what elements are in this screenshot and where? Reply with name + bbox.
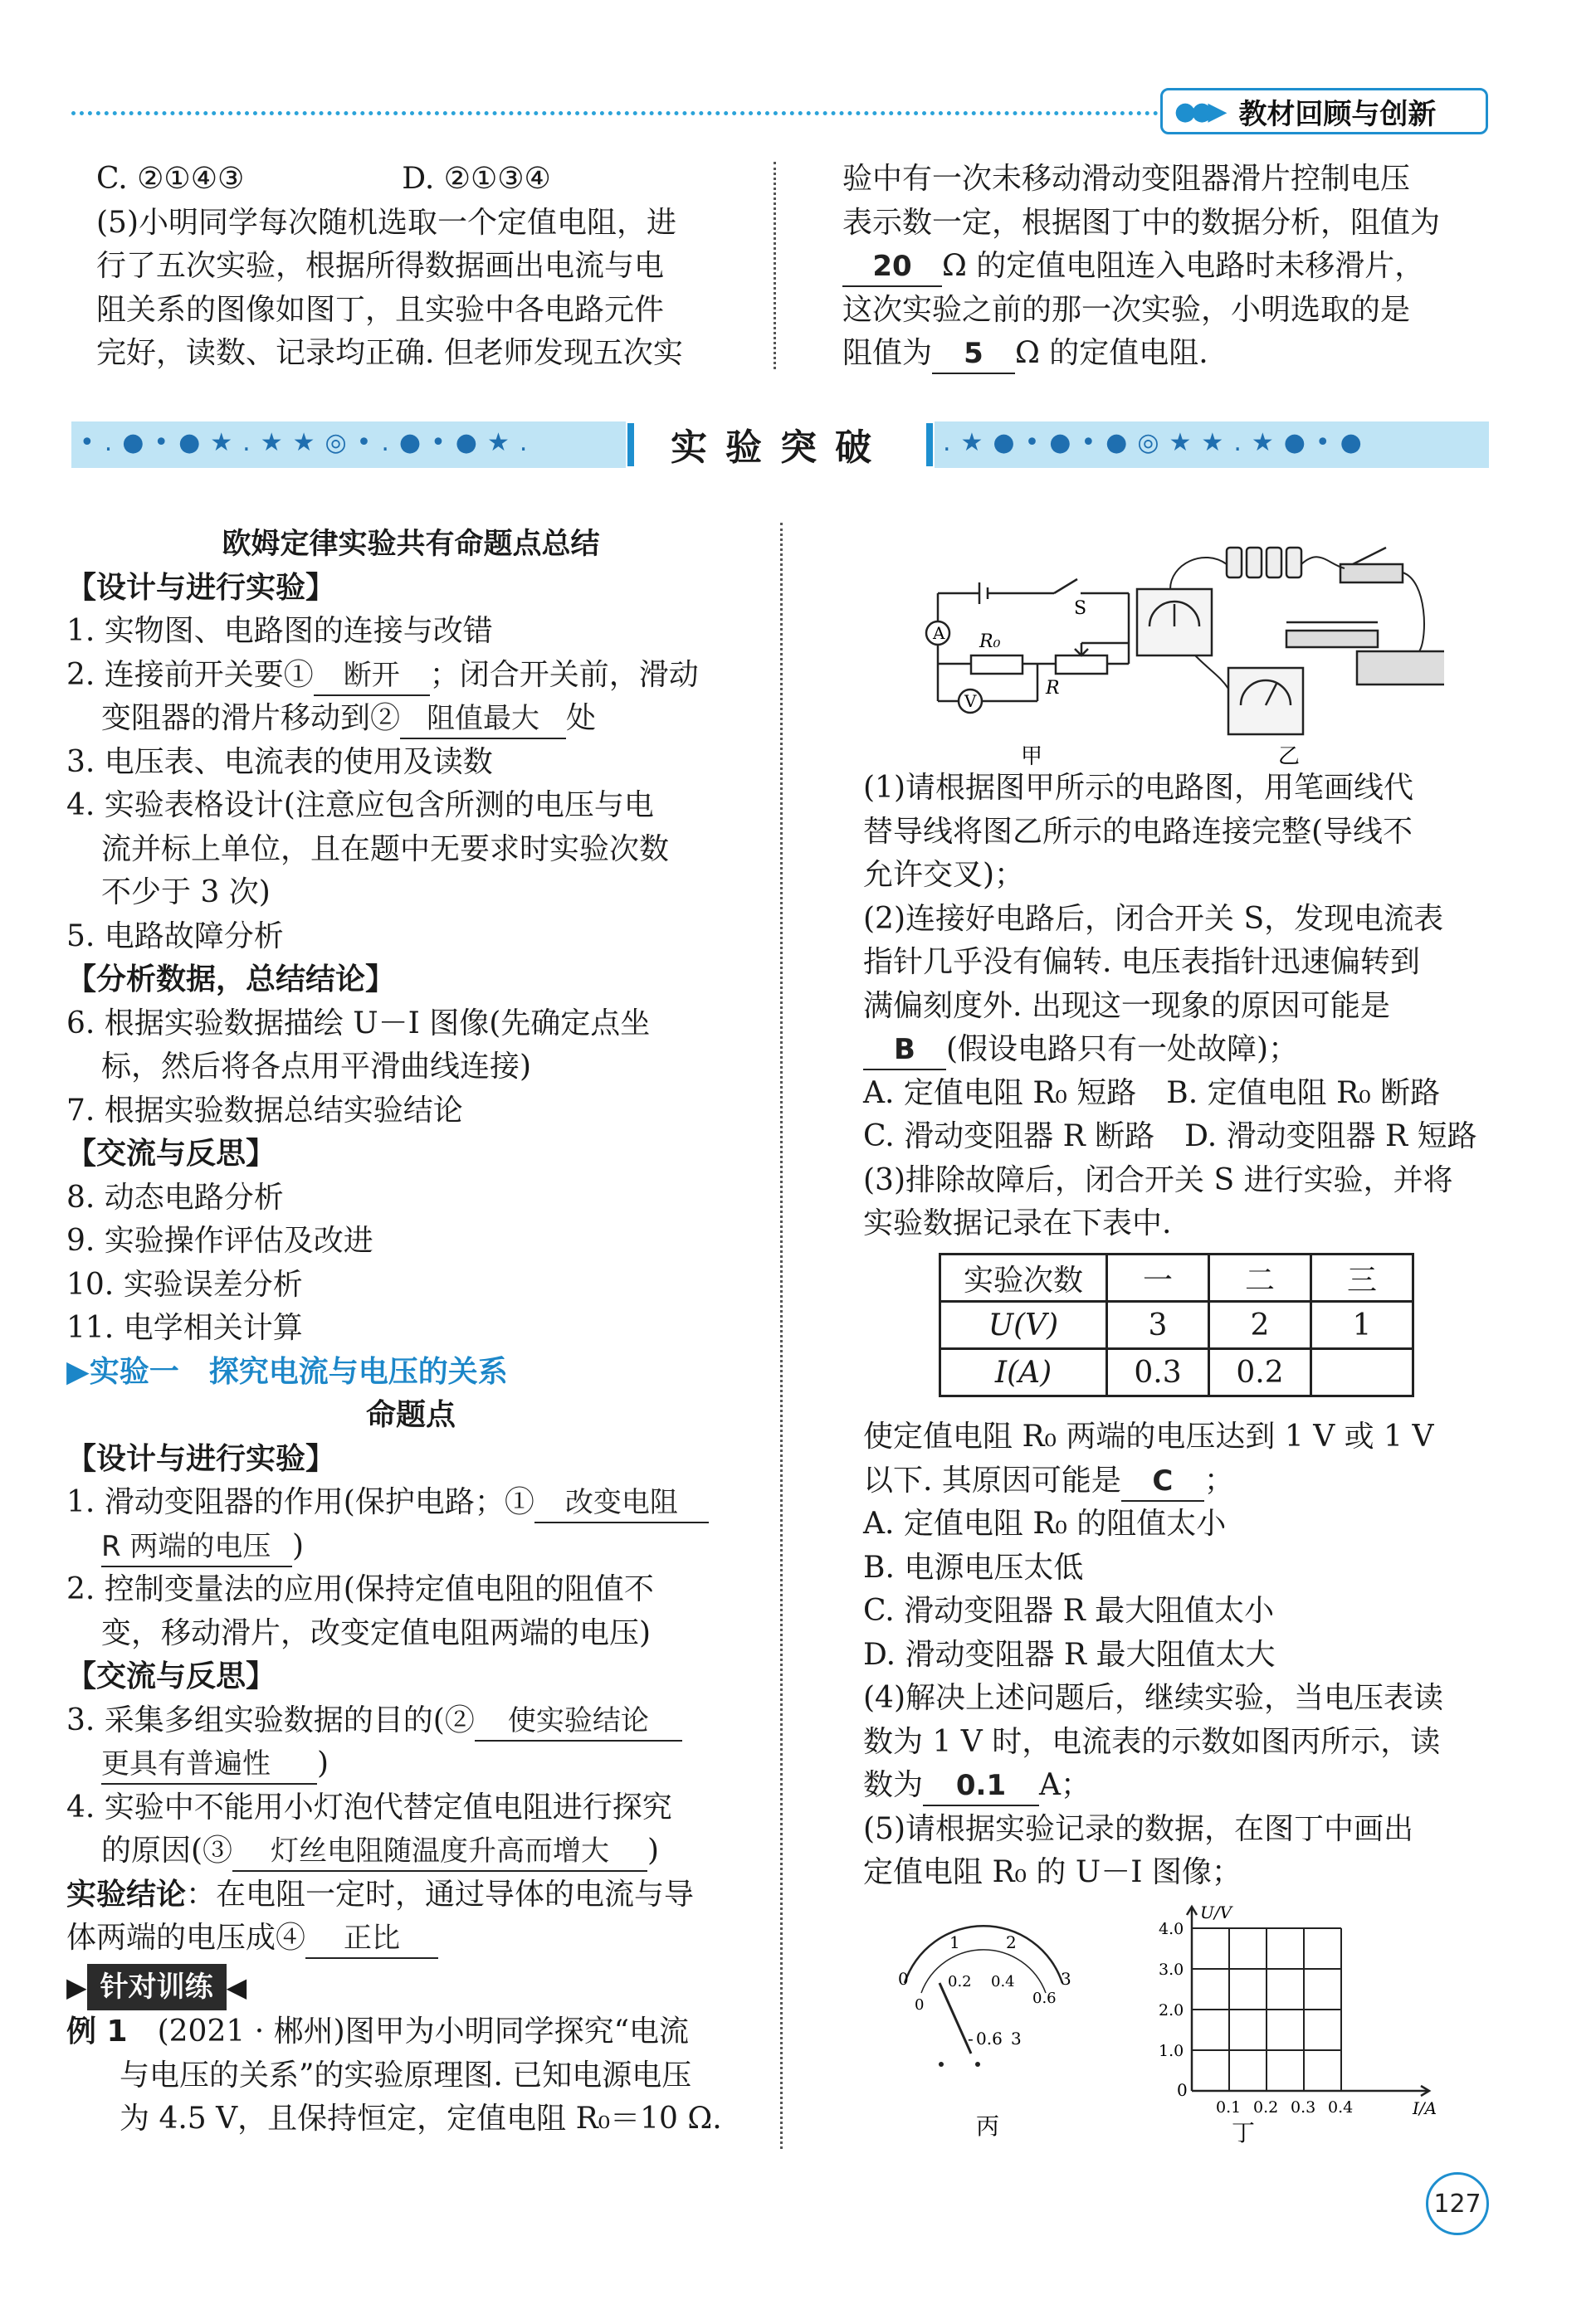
voltmeter-label: V xyxy=(964,691,977,711)
answer-blank: 正比 xyxy=(305,1919,438,1959)
dial-label: 0 xyxy=(898,1969,909,1989)
exp-item xyxy=(66,1742,755,1786)
answer-blank: R 两端的电压 xyxy=(101,1527,292,1567)
option-line: D. 滑动变阻器 R 最大阻值太大 xyxy=(863,1637,1276,1672)
terminal-dot xyxy=(975,2062,980,2067)
figure-jia-label: 甲 xyxy=(1021,744,1043,769)
origin-label: 0 xyxy=(1177,2080,1188,2100)
option-c: C. ②①④③ xyxy=(96,162,245,196)
summary-item: 6. 根据实验数据描绘 U－I 图像(先确定点坐 xyxy=(66,1006,651,1040)
x-tick-label: 0.2 xyxy=(1253,2098,1279,2117)
answer-blank: 断开 xyxy=(314,656,430,696)
table-cell: 0.2 xyxy=(1209,1349,1311,1396)
question-text: ； xyxy=(1203,1463,1234,1498)
figure-yi-label: 乙 xyxy=(1278,744,1301,769)
answer-blank: 更具有普遍性 xyxy=(101,1745,317,1785)
question-line: 替导线将图乙所示的电路连接完整(导线不 xyxy=(863,814,1413,849)
y-axis-label: U/V xyxy=(1200,1903,1232,1922)
option-line: B. 电源电压太低 xyxy=(863,1550,1084,1585)
question-line: (2)连接好电路后，闭合开关 S，发现电流表 xyxy=(863,901,1444,936)
summary-item: 11. 电学相关计算 xyxy=(66,1311,303,1345)
ammeter-dial-figure xyxy=(880,1917,1096,2157)
play-arrow-icon: ▶ xyxy=(66,1354,90,1389)
option-line: C. 滑动变阻器 R 最大阻值太小 xyxy=(863,1594,1275,1628)
table-header-cell: 三 xyxy=(1311,1255,1413,1302)
column-divider xyxy=(774,162,776,369)
ui-graph-grid xyxy=(1159,1920,1353,2117)
section-heading: 【设计与进行实验】 xyxy=(66,1441,336,1476)
question-line xyxy=(863,1028,1494,1072)
q5-line: 表示数一定，根据图丁中的数据分析，阻值为 xyxy=(842,205,1441,240)
top-left-block xyxy=(96,158,752,376)
section-heading: 【交流与反思】 xyxy=(66,1659,276,1693)
sub-heading: 命题点 xyxy=(365,1398,456,1432)
terminal-dot xyxy=(939,2062,944,2067)
option-line: A. 定值电阻 R₀ 短路 B. 定值电阻 R₀ 断路 xyxy=(863,1075,1441,1110)
section-heading: 【分析数据，总结结论】 xyxy=(66,962,396,996)
rheostat-label: R xyxy=(1046,678,1060,699)
terminal-label: 3 xyxy=(1011,2029,1022,2049)
x-tick-label: 0.4 xyxy=(1328,2098,1354,2117)
dial-label: 1 xyxy=(949,1932,960,1952)
answer-blank: 5 xyxy=(932,334,1015,374)
q5-line: 这次实验之前的那一次实验，小明选取的是 xyxy=(842,292,1411,327)
option-d: D. ②①③④ xyxy=(402,162,551,196)
y-tick-label: 3.0 xyxy=(1159,1961,1184,1979)
banner-title: 实验突破 xyxy=(671,426,890,469)
question-line: (1)请根据图甲所示的电路图，用笔画线代 xyxy=(863,771,1413,805)
answer-blank: 改变电阻 xyxy=(534,1484,709,1523)
dial-label: 3 xyxy=(1061,1969,1071,1989)
question-line: (3)排除故障后，闭合开关 S 进行实验，并将 xyxy=(863,1162,1453,1197)
table-cell: I(A) xyxy=(940,1349,1107,1396)
physical-circuit xyxy=(1137,548,1444,734)
dial-arc xyxy=(905,1926,1062,1983)
q5-line: 验中有一次未移动滑动变阻器滑片控制电压 xyxy=(842,162,1411,196)
circuit-diagram xyxy=(926,579,1129,713)
dial-label: 0.2 xyxy=(948,1973,972,1990)
item-text: 1. 滑动变阻器的作用(保护电路；① xyxy=(66,1485,534,1519)
question-line: (4)解决上述问题后，继续实验，当电压表读 xyxy=(863,1681,1443,1715)
q5-line: (5)小明同学每次随机选取一个定值电阻，进 xyxy=(96,205,676,240)
q5-line: 阻关系的图像如图丁，且实验中各电路元件 xyxy=(96,292,665,327)
table-header-cell: 一 xyxy=(1107,1255,1209,1302)
answer-blank: C xyxy=(1121,1462,1204,1502)
banner-right-strip: .★●•●•●◎★★.★●•● xyxy=(935,421,1489,468)
dial-label: 0.4 xyxy=(991,1973,1015,1990)
summary-item: 3. 电压表、电流表的使用及读数 xyxy=(66,744,493,779)
left-column xyxy=(66,523,755,2141)
question-line: 指针几乎没有偏转. 电压表指针迅速偏转到 xyxy=(863,945,1420,979)
item-text: 3. 采集多组实验数据的目的(② xyxy=(66,1703,475,1737)
answer-blank: 使实验结论 xyxy=(475,1702,682,1742)
item-text: 的原因(③ xyxy=(101,1834,233,1868)
item-text: 2. 连接前开关要① xyxy=(66,657,314,692)
section-heading: 【设计与进行实验】 xyxy=(66,570,336,605)
q5-line xyxy=(842,245,1506,289)
example-text: (2021 · 郴州)图甲为小明同学探究“电流 xyxy=(157,2015,690,2049)
banner-left-strip: •.●•●★.★★◎•.●•●★. xyxy=(71,421,626,468)
y-tick-label: 1.0 xyxy=(1159,2042,1184,2060)
summary-item: 7. 根据实验数据总结实验结论 xyxy=(66,1093,463,1128)
conclusion-text: 体两端的电压成④ xyxy=(66,1921,306,1955)
figure-ding-label: 丁 xyxy=(1232,2119,1256,2146)
question-text: 以下. 其原因可能是 xyxy=(863,1463,1121,1498)
question-line: 定值电阻 R₀ 的 U－I 图像； xyxy=(863,1855,1242,1889)
summary-item: 不少于 3 次) xyxy=(101,875,271,909)
switch-label: S xyxy=(1074,598,1087,619)
right-column-questions xyxy=(863,767,1494,1246)
item-text: ) xyxy=(292,1528,305,1563)
question-line: 使定值电阻 R₀ 两端的电压达到 1 V 或 1 V xyxy=(863,1420,1434,1454)
question-line: 实验数据记录在下表中. xyxy=(863,1206,1172,1240)
item-text: 处 xyxy=(566,701,597,735)
header-section-tag xyxy=(1160,88,1488,134)
q5-text: Ω 的定值电阻连入电路时未移滑片， xyxy=(942,249,1425,283)
column-divider xyxy=(780,523,783,2149)
question-text: 数为 xyxy=(863,1768,924,1802)
experiment-title xyxy=(66,1351,755,1395)
q5-text: 阻值为 xyxy=(842,336,933,370)
table-header-row xyxy=(940,1255,1413,1302)
header-tag-text: 教材回顾与创新 xyxy=(1238,97,1437,131)
q5-line: 完好，读数、记录均正确. 但老师发现五次实 xyxy=(96,336,683,370)
summary-item: 标，然后将各点用平滑曲线连接) xyxy=(101,1050,532,1084)
ui-graph xyxy=(1145,1900,1461,2166)
example xyxy=(66,2010,755,2054)
play-arrow-left-icon: ◀ xyxy=(226,1971,247,2003)
item-text: ；闭合开关前，滑动 xyxy=(429,657,699,692)
question-line xyxy=(863,1764,1494,1808)
table-row xyxy=(940,1302,1413,1349)
table-header-cell: 实验次数 xyxy=(940,1255,1107,1302)
question-line: (5)请根据实验记录的数据，在图丁中画出 xyxy=(863,1811,1413,1846)
dial-label: 0.6 xyxy=(1032,1990,1057,2007)
dial-label: 2 xyxy=(1006,1932,1017,1952)
top-right-block xyxy=(842,158,1506,376)
item-text: ) xyxy=(647,1834,660,1868)
experiment-title-text: 实验一 探究电流与电压的关系 xyxy=(89,1354,508,1389)
exp-item xyxy=(66,1525,755,1569)
x-tick-label: 0.3 xyxy=(1291,2098,1316,2117)
summary-item: 1. 实物图、电路图的连接与改错 xyxy=(66,614,493,648)
exp-item xyxy=(66,1481,755,1525)
answer-blank: 20 xyxy=(842,247,942,287)
x-axis-label: I/A xyxy=(1413,2098,1437,2118)
question-line xyxy=(863,1459,1494,1503)
answer-blank: 阻值最大 xyxy=(400,699,566,739)
exp-item: 变，移动滑片，改变定值电阻两端的电压) xyxy=(101,1615,652,1650)
summary-item xyxy=(66,697,755,741)
y-tick-label: 2.0 xyxy=(1159,2001,1184,2019)
table-cell: 2 xyxy=(1209,1302,1311,1349)
q5-line: 行了五次实验，根据所得数据画出电流与电 xyxy=(96,249,665,283)
right-column-questions-2 xyxy=(863,1415,1494,1895)
summary-item: 8. 动态电路分析 xyxy=(66,1180,284,1215)
summary-title: 欧姆定律实验共有命题点总结 xyxy=(222,528,600,561)
table-cell: 1 xyxy=(1311,1302,1413,1349)
summary-item: 5. 电路故障分析 xyxy=(66,918,284,953)
terminal-label: - xyxy=(968,2029,974,2049)
table-cell: 3 xyxy=(1107,1302,1209,1349)
example-text: 为 4.5 V，且保持恒定，定值电阻 R₀＝10 Ω. xyxy=(120,2102,722,2136)
table-cell: U(V) xyxy=(940,1302,1107,1349)
banner-bar xyxy=(926,423,933,466)
item-text: ) xyxy=(317,1747,329,1781)
question-line: 数为 1 V 时，电流表的示数如图丙所示，读 xyxy=(863,1724,1441,1759)
option-line: A. 定值电阻 R₀ 的阻值太小 xyxy=(863,1507,1227,1541)
conclusion-text: ：在电阻一定时，通过导体的电流与导 xyxy=(186,1877,695,1912)
y-tick-label: 4.0 xyxy=(1159,1920,1184,1938)
answer-blank: B xyxy=(863,1030,946,1070)
summary-item: 流并标上单位，且在题中无要求时实验次数 xyxy=(101,831,670,866)
q5-line xyxy=(842,332,1506,376)
question-text: (假设电路只有一处故障)； xyxy=(946,1032,1299,1066)
summary-item: 4. 实验表格设计(注意应包含所测的电压与电 xyxy=(66,788,654,822)
x-tick-label: 0.1 xyxy=(1216,2098,1242,2117)
page-number: 127 xyxy=(1426,2172,1489,2235)
exp-item xyxy=(66,1829,755,1873)
table-row xyxy=(940,1349,1413,1396)
example-text: 与电压的关系”的实验原理图. 已知电源电压 xyxy=(120,2058,692,2093)
training-banner xyxy=(66,1964,755,2011)
exp-item xyxy=(66,1699,755,1743)
question-line: 满偏刻度外. 出现这一现象的原因可能是 xyxy=(863,988,1390,1023)
r0-label: R₀ xyxy=(979,631,1001,652)
terminal-label: 0.6 xyxy=(976,2029,1003,2049)
ammeter-label: A xyxy=(933,623,945,643)
table-cell xyxy=(1311,1349,1413,1396)
table-header-cell: 二 xyxy=(1209,1255,1311,1302)
q5-text: Ω 的定值电阻. xyxy=(1015,336,1208,370)
summary-item: 10. 实验误差分析 xyxy=(66,1267,303,1302)
play-arrow-icon: ▶ xyxy=(66,1971,87,2003)
training-label: 针对训练 xyxy=(87,1964,227,2011)
header-dotted-line xyxy=(71,111,1159,115)
question-text: A； xyxy=(1039,1768,1091,1802)
section-heading: 【交流与反思】 xyxy=(66,1137,276,1171)
conclusion xyxy=(66,1873,755,1917)
answer-blank: 0.1 xyxy=(923,1766,1039,1806)
conclusion-label: 实验结论 xyxy=(66,1877,187,1912)
answer-blank: 灯丝电阻随温度升高而增大 xyxy=(232,1832,647,1872)
summary-item: 9. 实验操作评估及改进 xyxy=(66,1224,373,1258)
dial-needle xyxy=(940,1983,971,2054)
data-table xyxy=(939,1253,1414,1397)
figure-bing-label: 丙 xyxy=(976,2112,1000,2140)
option-row xyxy=(96,158,752,202)
dial-label: 0 xyxy=(915,1996,925,2014)
summary-item xyxy=(66,654,755,698)
exp-item: 4. 实验中不能用小灯泡代替定值电阻进行探究 xyxy=(66,1790,672,1825)
circuit-figures xyxy=(896,531,1444,780)
question-line: 允许交叉)； xyxy=(863,858,1025,892)
double-arrow-icon: ●●▶ xyxy=(1174,96,1223,126)
item-text: 变阻器的滑片移动到② xyxy=(101,701,401,735)
example-label: 例 1 xyxy=(66,2015,128,2049)
exp-item: 2. 控制变量法的应用(保持定值电阻的阻值不 xyxy=(66,1572,654,1606)
table-cell: 0.3 xyxy=(1107,1349,1209,1396)
option-line: C. 滑动变阻器 R 断路 D. 滑动变阻器 R 短路 xyxy=(863,1119,1477,1153)
conclusion xyxy=(66,1917,755,1961)
